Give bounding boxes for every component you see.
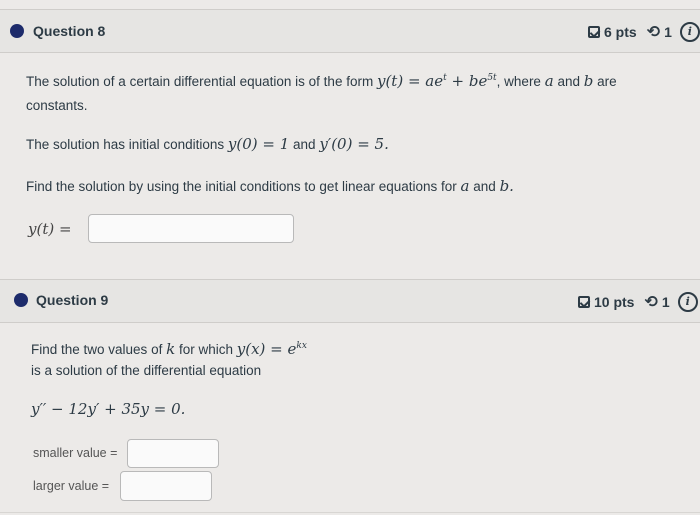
q8-constants-text: constants. [26,98,88,113]
question-title: Question 8 [33,23,106,39]
q8-initial-conditions: The solution has initial conditions y(0) = 1 and y′(0) = 5. [26,135,389,153]
info-icon[interactable]: i [680,22,700,42]
question-status-dot [10,24,24,38]
larger-value-label: larger value = [33,479,110,493]
q9-prompt-line: Find the two values of k for which $y(x) = e^{kx}$ [31,340,307,358]
smaller-value-input[interactable] [127,439,219,468]
points-group [588,22,700,42]
larger-value-input[interactable] [120,471,212,501]
answer-label: y(t) = [28,220,72,238]
q8-intro-line: The solution of a certain differential equation is of the form $y(t) = ae^t + be^{5t}$, where a and b are [26,72,617,90]
checkbox-icon [578,296,590,308]
bottom-divider [0,512,700,513]
attempts-count: 1 [661,294,670,310]
differential-equation: y′′ − 12y′ + 35y = 0. [31,400,186,418]
points-label: 6 pts [604,24,637,40]
solution-form: $y(t) = ae^t + be^{5t}$ [376,72,497,90]
answer-input[interactable] [88,214,294,243]
points-group [578,292,698,312]
q9-prompt-line2: is a solution of the differential equation [31,363,262,378]
question-status-dot [14,293,28,307]
intro-text: The solution of a certain differential equation is of the form [26,74,374,89]
redo-icon[interactable]: ⟲ [646,24,661,41]
attempts-count: 1 [664,24,672,40]
question-8-header [0,9,700,53]
points-label: 10 pts [594,294,635,310]
question-title: Question 9 [36,292,109,308]
redo-icon[interactable]: ⟲ [644,294,658,311]
smaller-value-label: smaller value = [33,446,118,460]
q8-find-text: Find the solution by using the initial conditions to get linear equations for a and b. [26,177,514,195]
checkbox-icon [588,26,600,38]
info-icon[interactable]: i [678,292,698,312]
question-9-header [0,279,700,323]
